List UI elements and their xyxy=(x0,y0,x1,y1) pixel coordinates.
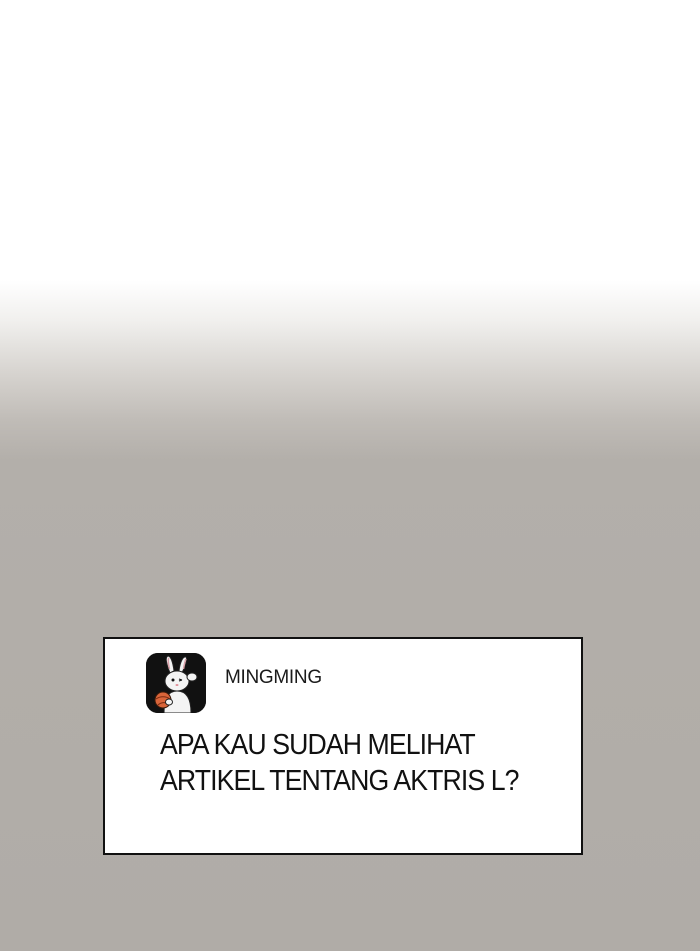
sender-name: MINGMING xyxy=(225,667,322,688)
avatar xyxy=(146,653,206,713)
bunny-holding-ball-icon xyxy=(146,653,206,713)
message-line: APA KAU SUDAH MELIHAT xyxy=(160,729,475,761)
message-text xyxy=(160,727,528,799)
message-line: ARTIKEL TENTANG AKTRIS L? xyxy=(160,765,519,797)
message-card xyxy=(103,637,583,855)
